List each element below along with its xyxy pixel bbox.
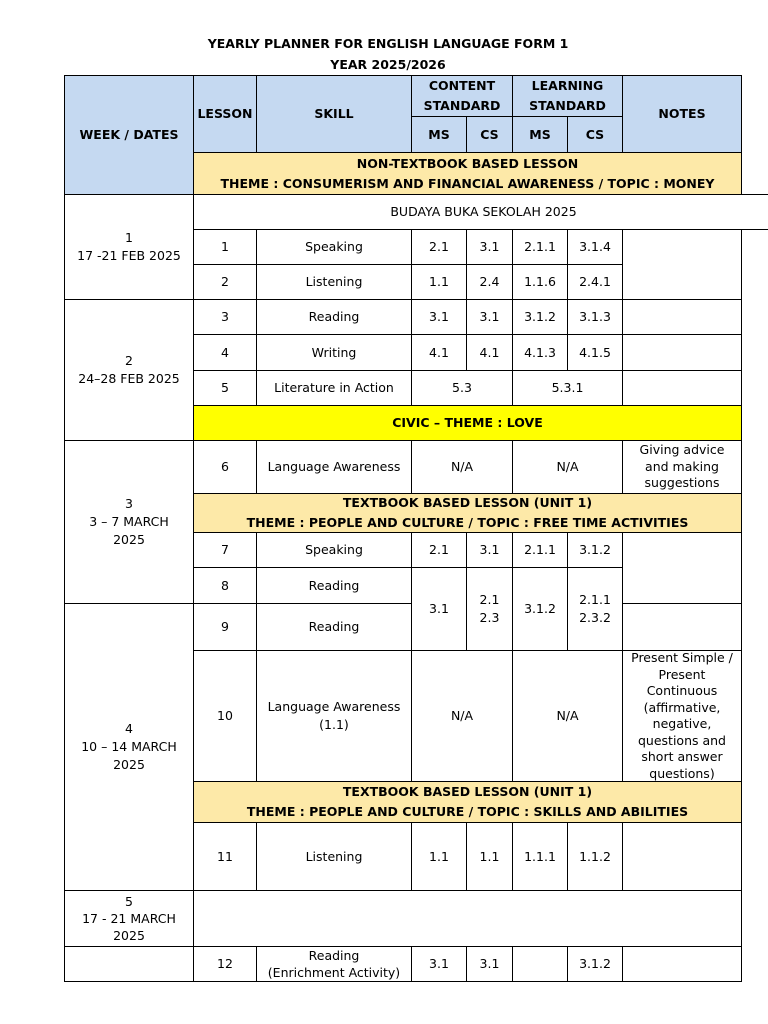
header-learning-standard-line2: STANDARD: [529, 98, 606, 113]
band-unit1-free-time-line1: TEXTBOOK BASED LESSON (UNIT 1): [342, 495, 593, 510]
band-non-textbook-line2: THEME : CONSUMERISM AND FINANCIAL AWARENESS / TOPIC : MONEY: [220, 175, 715, 191]
lesson-1-skill: Speaking: [256, 229, 412, 265]
lesson-8-9-learning-cs: [567, 567, 623, 651]
lesson-4-learning-ms: 4.1.3: [512, 334, 568, 371]
lesson-5-notes: [622, 370, 742, 406]
week-4-dates-line2: 2025: [113, 757, 145, 772]
lesson-6-learning-standard: N/A: [512, 440, 623, 494]
lesson-4-notes: [622, 334, 742, 371]
lesson-5-content-standard: 5.3: [411, 370, 513, 406]
header-content-standard-line1: CONTENT: [428, 78, 496, 93]
lesson-10-notes-line7: short answer: [641, 749, 723, 764]
band-unit1-skills-abilities: [193, 781, 742, 823]
lesson-10-notes: [622, 650, 742, 782]
lesson-3-content-cs: 3.1: [466, 299, 513, 335]
week-3-dates-line1: 3 – 7 MARCH: [89, 514, 169, 529]
band-unit1-skills-abilities-line2: THEME : PEOPLE AND CULTURE / TOPIC : SKILLS AND ABILITIES: [246, 804, 689, 819]
lesson-9-notes: [622, 603, 742, 651]
lesson-10-notes-line4: (affirmative,: [643, 699, 721, 715]
lesson-10-skill-line1: Language Awareness: [267, 699, 401, 714]
lesson-9-skill: Reading: [256, 603, 412, 651]
lesson-12-notes: [622, 946, 742, 982]
lesson-3-notes: [622, 299, 742, 335]
week-5-number: 5: [125, 894, 133, 909]
lesson-10-notes-line5: negative,: [652, 716, 712, 731]
lesson-10-notes-line8: questions): [649, 765, 715, 781]
header-lesson: LESSON: [193, 75, 257, 153]
header-week-dates: WEEK / DATES: [64, 75, 194, 195]
lesson-10-skill-line2: (1.1): [319, 717, 349, 732]
lesson-8-9-content-cs-a: 2.1: [479, 592, 500, 607]
band-civic: CIVIC – THEME : LOVE: [193, 405, 742, 441]
lesson-11-learning-cs: 1.1.2: [567, 822, 623, 891]
header-learning-ms: MS: [512, 116, 568, 153]
header-skill: SKILL: [256, 75, 412, 153]
lesson-5-number: 5: [193, 370, 257, 406]
lesson-6-skill: Language Awareness: [256, 440, 412, 494]
lesson-1-learning-cs: 3.1.4: [567, 229, 623, 265]
lesson-1-number: 1: [193, 229, 257, 265]
lesson-8-number: 8: [193, 567, 257, 604]
lesson-2-learning-cs: 2.4.1: [567, 264, 623, 300]
band-non-textbook: [193, 152, 742, 195]
week-2-dates: 24–28 FEB 2025: [78, 371, 180, 386]
lesson-2-content-ms: 1.1: [411, 264, 467, 300]
lesson-12-content-cs: 3.1: [466, 946, 513, 982]
lesson-8-9-content-cs: [466, 567, 513, 651]
lesson-2-learning-ms: 1.1.6: [512, 264, 568, 300]
document-subtitle-year: YEAR 2025/2026: [330, 57, 446, 72]
lesson-12-learning-cs: 3.1.2: [567, 946, 623, 982]
lesson-12-learning-ms: [512, 946, 568, 982]
lesson-2-number: 2: [193, 264, 257, 300]
week-3-cell: [64, 440, 194, 604]
week-5-dates-line2: 2025: [113, 928, 145, 943]
lesson-11-number: 11: [193, 822, 257, 891]
lesson-3-skill: Reading: [256, 299, 412, 335]
lesson-3-number: 3: [193, 299, 257, 335]
lesson-8-9-content-ms: 3.1: [411, 567, 467, 651]
lesson-3-content-ms: 3.1: [411, 299, 467, 335]
week-4-cell: [64, 603, 194, 891]
lesson-4-content-cs: 4.1: [466, 334, 513, 371]
lesson-4-content-ms: 4.1: [411, 334, 467, 371]
band-unit1-skills-abilities-line1: TEXTBOOK BASED LESSON (UNIT 1): [342, 784, 593, 799]
lesson-3-learning-cs: 3.1.3: [567, 299, 623, 335]
week-1-cell: [64, 194, 194, 300]
header-learning-standard-line1: LEARNING: [531, 78, 604, 93]
lesson-7-learning-cs: 3.1.2: [567, 532, 623, 568]
lesson-12-skill-line1: Reading: [308, 948, 360, 963]
lesson-11-skill: Listening: [256, 822, 412, 891]
week-3-number: 3: [125, 496, 133, 511]
lesson-10-learning-standard: N/A: [512, 650, 623, 782]
header-content-standard: [411, 75, 513, 117]
lesson-6-notes-line2: and making: [645, 458, 719, 474]
lesson-11-content-ms: 1.1: [411, 822, 467, 891]
header-learning-cs: CS: [567, 116, 623, 153]
band-unit1-free-time: [193, 493, 742, 533]
week-2-number: 2: [125, 353, 133, 368]
lesson-9-number: 9: [193, 603, 257, 651]
header-learning-standard: [512, 75, 623, 117]
lesson-7-content-ms: 2.1: [411, 532, 467, 568]
week-4-dates-line1: 10 – 14 MARCH: [81, 739, 177, 754]
week-4-number: 4: [125, 721, 133, 736]
lesson-7-learning-ms: 2.1.1: [512, 532, 568, 568]
lesson-1-content-ms: 2.1: [411, 229, 467, 265]
header-content-cs: CS: [466, 116, 513, 153]
lesson-7-number: 7: [193, 532, 257, 568]
lesson-11-notes: [622, 822, 742, 891]
week-5-empty-row: [193, 890, 742, 947]
lesson-3-learning-ms: 3.1.2: [512, 299, 568, 335]
lesson-10-notes-line3: Continuous: [646, 683, 718, 698]
lesson-7-8-notes: [622, 532, 742, 604]
lesson-10-content-standard: N/A: [411, 650, 513, 782]
lesson-8-9-learning-cs-b: 2.3.2: [579, 610, 611, 625]
lesson-8-9-content-cs-b: 2.3: [479, 610, 500, 625]
lesson-12-content-ms: 3.1: [411, 946, 467, 982]
lesson-5-skill: Literature in Action: [256, 370, 412, 406]
lesson-1-learning-ms: 2.1.1: [512, 229, 568, 265]
lesson-12-number: 12: [193, 946, 257, 982]
lesson-8-skill: Reading: [256, 567, 412, 604]
lesson-11-content-cs: 1.1: [466, 822, 513, 891]
lesson-12-week-cell: [64, 946, 194, 982]
lesson-10-notes-line2: Present: [658, 666, 706, 682]
lesson-2-content-cs: 2.4: [466, 264, 513, 300]
header-content-standard-line2: STANDARD: [423, 98, 501, 113]
lesson-10-notes-line1: Present Simple /: [631, 650, 733, 665]
week-1-dates: 17 -21 FEB 2025: [77, 248, 181, 263]
lesson-5-learning-standard: 5.3.1: [512, 370, 623, 406]
lesson-6-notes-line3: suggestions: [644, 475, 720, 491]
week-5-cell: [64, 890, 194, 947]
band-non-textbook-line1: NON-TEXTBOOK BASED LESSON: [356, 155, 579, 171]
lesson-6-notes-line1: Giving advice: [639, 442, 725, 458]
lesson-1-2-notes: [622, 229, 742, 300]
lesson-8-9-learning-cs-a: 2.1.1: [579, 592, 611, 607]
lesson-10-notes-line6: questions and: [637, 732, 726, 748]
week-1-number: 1: [125, 230, 133, 245]
lesson-8-9-learning-ms: 3.1.2: [512, 567, 568, 651]
budaya-banner: BUDAYA BUKA SEKOLAH 2025: [193, 194, 768, 230]
header-notes: NOTES: [622, 75, 742, 153]
lesson-7-skill: Speaking: [256, 532, 412, 568]
lesson-10-number: 10: [193, 650, 257, 782]
week-2-cell: [64, 299, 194, 441]
lesson-4-learning-cs: 4.1.5: [567, 334, 623, 371]
document-title: YEARLY PLANNER FOR ENGLISH LANGUAGE FORM 1: [207, 36, 569, 51]
lesson-1-content-cs: 3.1: [466, 229, 513, 265]
lesson-2-skill: Listening: [256, 264, 412, 300]
band-unit1-free-time-line2: THEME : PEOPLE AND CULTURE / TOPIC : FREE TIME ACTIVITIES: [246, 515, 689, 530]
header-content-ms: MS: [411, 116, 467, 153]
lesson-6-content-standard: N/A: [411, 440, 513, 494]
lesson-10-skill: [256, 650, 412, 782]
lesson-4-number: 4: [193, 334, 257, 371]
lesson-4-skill: Writing: [256, 334, 412, 371]
lesson-7-content-cs: 3.1: [466, 532, 513, 568]
lesson-6-number: 6: [193, 440, 257, 494]
lesson-12-skill: [256, 946, 412, 982]
lesson-11-learning-ms: 1.1.1: [512, 822, 568, 891]
lesson-12-skill-line2: (Enrichment Activity): [267, 965, 401, 980]
lesson-6-notes: [622, 440, 742, 494]
week-5-dates-line1: 17 - 21 MARCH: [82, 911, 176, 926]
week-3-dates-line2: 2025: [113, 532, 145, 547]
